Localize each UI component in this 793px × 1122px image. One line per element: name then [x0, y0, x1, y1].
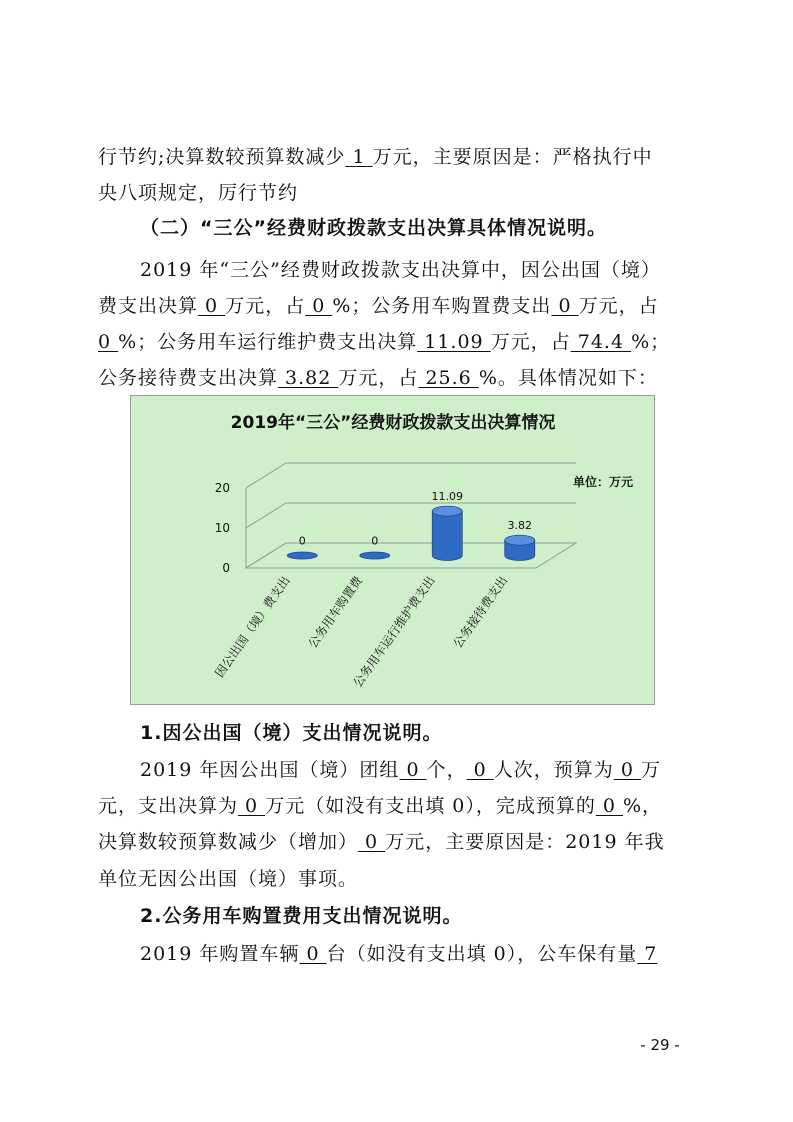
- text: 元，支出决算为: [98, 795, 239, 817]
- chart-unit-label: 单位：万元: [572, 475, 634, 489]
- value: 3.82: [278, 367, 339, 389]
- section-1-heading: 1.因公出国（境）支出情况说明。: [140, 722, 443, 744]
- bar: [360, 552, 390, 559]
- value: 0: [98, 331, 119, 353]
- text: 万元，占: [578, 295, 659, 317]
- section-2-line: [140, 940, 740, 968]
- bar: [505, 535, 535, 560]
- section-1-line: [98, 792, 698, 820]
- text: 决算数较预算数减少（增加）: [98, 831, 359, 853]
- text: 费支出决算: [98, 295, 199, 317]
- value: 11.09: [417, 331, 491, 353]
- text: 万元，主要原因是：2019 年我: [385, 831, 665, 853]
- section-2-heading: 2.公务用车购置费用支出情况说明。: [140, 905, 463, 927]
- data-label: 0: [371, 534, 379, 548]
- chart-panel: [130, 395, 655, 705]
- y-tick-label: 0: [222, 561, 230, 575]
- value: 0: [198, 295, 226, 317]
- y-tick-label: 20: [214, 481, 230, 495]
- category-label: 公务接待费支出: [450, 573, 511, 651]
- bar-top: [432, 506, 462, 516]
- section-1-line: [140, 756, 740, 784]
- value: 0: [399, 759, 427, 781]
- text: 万元（如没有支出填 0），完成预算的: [265, 795, 596, 817]
- section-heading: （二）“三公”经费财政拨款支出决算具体情况说明。: [140, 217, 607, 239]
- text: 行节约;决算数较预算数减少: [98, 146, 346, 168]
- text: 台（如没有支出填 0），公车保有量: [326, 943, 638, 965]
- text: 万: [640, 759, 661, 781]
- bar-body: [432, 511, 462, 560]
- bar: [287, 552, 317, 559]
- summary-line: [98, 328, 698, 356]
- text: 2019 年购置车辆: [140, 943, 300, 965]
- category-label: 因公出国（境）费支出: [212, 573, 293, 681]
- value: 0: [238, 795, 266, 817]
- bar: [432, 506, 462, 560]
- section-1-line: [98, 828, 698, 856]
- chart-svg: [131, 396, 654, 704]
- section-1-line: 单位无因公出国（境）事项。: [98, 868, 359, 890]
- gridline: [246, 463, 286, 488]
- category-label: 公务用车运行维护费支出: [350, 573, 438, 690]
- text: 公务接待费支出决算: [98, 367, 279, 389]
- text: %；公务用车运行维护费支出决算: [118, 331, 418, 353]
- value: 74.4: [570, 331, 632, 353]
- data-label: 11.09: [431, 490, 463, 504]
- value: 0: [358, 831, 386, 853]
- bar-top: [505, 535, 535, 545]
- bar-zero: [360, 552, 390, 559]
- value: 0: [466, 759, 494, 781]
- value: 25.6: [418, 367, 479, 389]
- value: 0: [305, 295, 333, 317]
- value: 0: [595, 795, 623, 817]
- paragraph-line: 央八项规定，厉行节约: [98, 182, 299, 204]
- bar-zero: [287, 552, 317, 559]
- value: 0: [551, 295, 579, 317]
- value: 7: [637, 943, 658, 965]
- text: %；公务用车购置费支出: [332, 295, 552, 317]
- value: 0: [299, 943, 327, 965]
- page-number: - 29 -: [640, 1036, 680, 1054]
- gridline: [246, 543, 286, 568]
- summary-line: [98, 364, 698, 392]
- decrease-value: 1: [345, 146, 373, 168]
- summary-line: 2019 年“三公”经费财政拨款支出决算中，因公出国（境）: [140, 259, 661, 281]
- text: 万元，主要原因是：严格执行中: [372, 146, 653, 168]
- text: 个，: [426, 759, 467, 781]
- text: %；: [631, 331, 671, 353]
- gridline: [246, 503, 286, 528]
- text: 万元，占: [225, 295, 306, 317]
- text: 2019 年因公出国（境）团组: [140, 759, 400, 781]
- text: %。具体情况如下：: [478, 367, 658, 389]
- data-label: 3.82: [507, 519, 532, 533]
- value: 0: [613, 759, 641, 781]
- paragraph-line: [98, 143, 698, 171]
- text: %，: [623, 795, 663, 817]
- category-label: 公务用车购置费: [305, 573, 366, 651]
- text: 万元，占: [490, 331, 571, 353]
- text: 人次，预算为: [493, 759, 614, 781]
- text: 万元，占: [338, 367, 419, 389]
- y-tick-label: 10: [214, 521, 230, 535]
- summary-line: [98, 292, 698, 320]
- data-label: 0: [298, 534, 306, 548]
- chart-title: 2019年“三公”经费财政拨款支出决算情况: [230, 413, 556, 433]
